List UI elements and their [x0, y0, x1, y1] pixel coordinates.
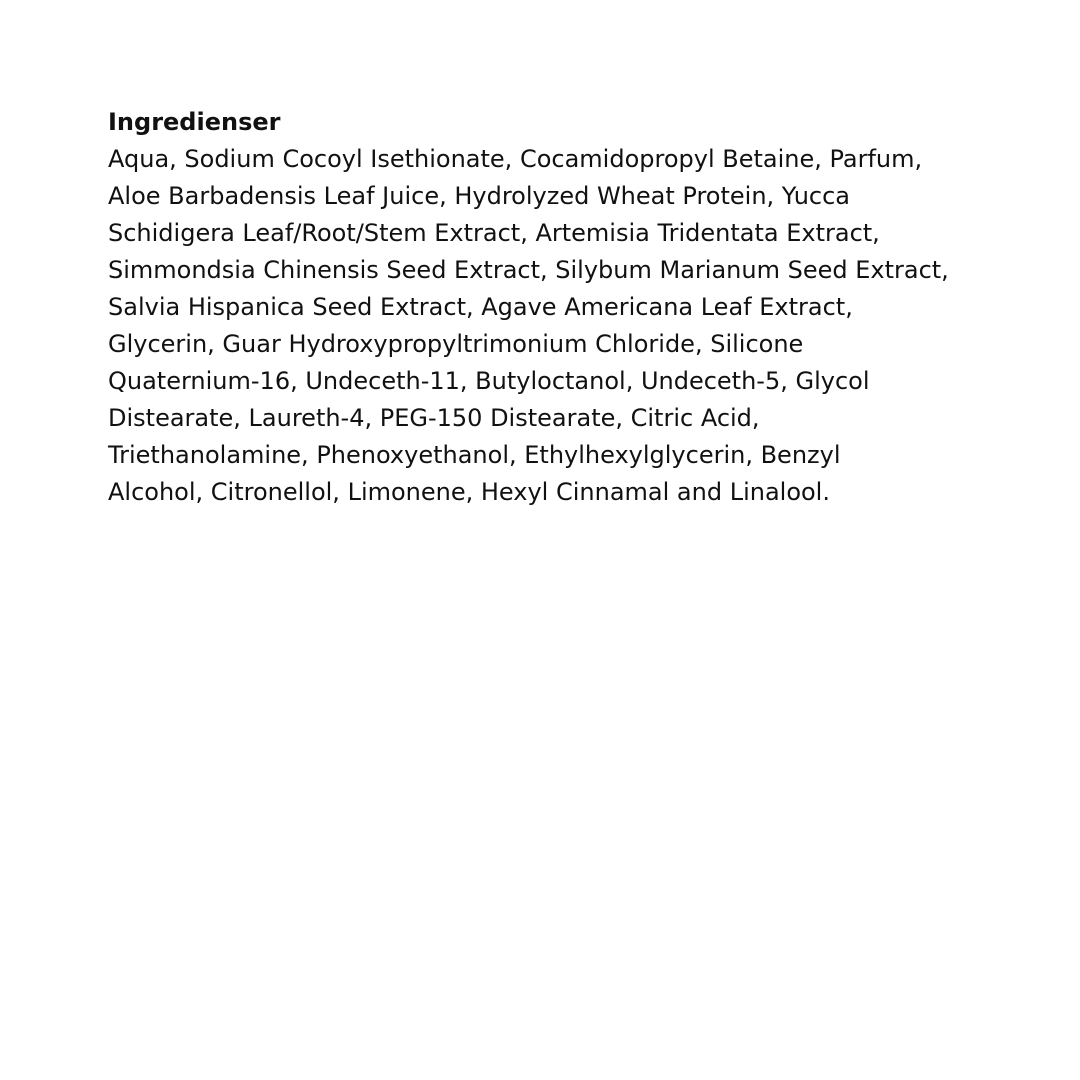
ingredients-line: Aloe Barbadensis Leaf Juice, Hydrolyzed Wheat Protein, Yucca — [108, 182, 850, 210]
ingredients-line: Schidigera Leaf/Root/Stem Extract, Artemisia Tridentata Extract, — [108, 219, 880, 247]
ingredients-line: Alcohol, Citronellol, Limonene, Hexyl Cinnamal and Linalool. — [108, 478, 830, 506]
ingredients-line: Simmondsia Chinensis Seed Extract, Silybum Marianum Seed Extract, — [108, 256, 949, 284]
ingredients-line: Glycerin, Guar Hydroxypropyltrimonium Chloride, Silicone — [108, 330, 804, 358]
ingredients-list — [108, 141, 988, 511]
ingredients-heading: Ingredienser — [108, 108, 281, 136]
ingredients-line: Aqua, Sodium Cocoyl Isethionate, Cocamidopropyl Betaine, Parfum, — [108, 145, 923, 173]
ingredients-line: Quaternium-16, Undeceth-11, Butyloctanol, Undeceth-5, Glycol — [108, 367, 870, 395]
ingredients-line: Triethanolamine, Phenoxyethanol, Ethylhexylglycerin, Benzyl — [108, 441, 841, 469]
ingredients-section — [108, 104, 988, 511]
ingredients-line: Salvia Hispanica Seed Extract, Agave Americana Leaf Extract, — [108, 293, 853, 321]
ingredients-line: Distearate, Laureth-4, PEG-150 Distearate, Citric Acid, — [108, 404, 760, 432]
